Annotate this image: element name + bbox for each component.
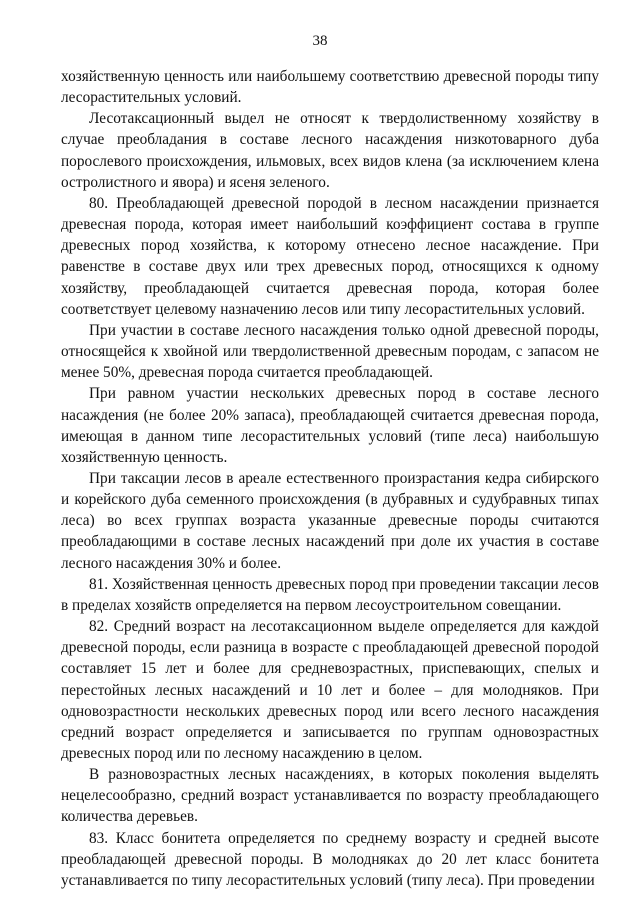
paragraph: При равном участии нескольких древесных пород в составе лесного насаждения (не более 20% запаса), преобладающей считается древесная порода, имеющая в данном типе лесорастительных условий (типе леса) наибольшую хозяйственную ценность. xyxy=(61,385,599,466)
page-number: 38 xyxy=(312,33,328,49)
paragraph: При участии в составе лесного насаждения только одной древесной породы, относящейся к хвойной или твердолиственной древесным породам, с запасом не менее 50%, древесная порода считается преобладающей. xyxy=(61,321,599,382)
paragraph-continuation: хозяйственную ценность или наибольшему соответствию древесной породы типу лесорастительных условий. xyxy=(61,68,599,107)
body-text xyxy=(61,66,599,891)
paragraph-clause-83: 83. Класс бонитета определяется по среднему возрасту и средней высоте преобладающей древесной породы. В молодняках до 20 лет класс бонитета устанавливается по типу лесорастительных условий (типу леса). При проведении xyxy=(61,829,599,889)
paragraph: При таксации лесов в ареале естественного произрастания кедра сибирского и корейского дуба семенного происхождения (в дубравных и судубравных типах леса) во всех группах возраста указанные древесные породы считаются преобладающими в составе лесных насаждений при доле их участия в составе лесного насаждения 30% и более. xyxy=(61,469,599,572)
paragraph-clause-80: 80. Преобладающей древесной породой в лесном насаждении признается древесная порода, которая имеет наибольший коэффициент состава в группе древесных пород хозяйства, к которому отнесено лесное насаждение. При равенстве в составе двух или трех древесных пород, относящихся к одному хозяйству, преобладающей считается древесная порода, которая более соответствует целевому назначению лесов или типу лесорастительных условий. xyxy=(61,194,599,318)
paragraph-clause-82: 82. Средний возраст на лесотаксационном выделе определяется для каждой древесной породы, если разница в возрасте с преобладающей древесной породой составляет 15 лет и более для средневозрастных, приспевающих, спелых и перестойных лесных насаждений и 10 лет и более – для молодняков. При одновозрастности нескольких древесных пород или всего лесного насаждения средний возраст определяется и записывается по группам одновозрастных древесных пород или по лесному насаждению в целом. xyxy=(61,618,599,762)
paragraph: В разновозрастных лесных насаждениях, в которых поколения выделять нецелесообразно, средний возраст устанавливается по возрасту преобладающего количества деревьев. xyxy=(61,766,599,826)
paragraph: Лесотаксационный выдел не относят к твердолиственному хозяйству в случае преобладания в составе лесного насаждения низкотоварного дуба порослевого происхождения, ильмовых, всех видов клена (за исключением клена остролистного и явора) и ясеня зеленого. xyxy=(61,110,599,191)
paragraph-clause-81: 81. Хозяйственная ценность древесных пород при проведении таксации лесов в пределах хозяйств определяется на первом лесоустроительном совещании. xyxy=(61,575,599,614)
